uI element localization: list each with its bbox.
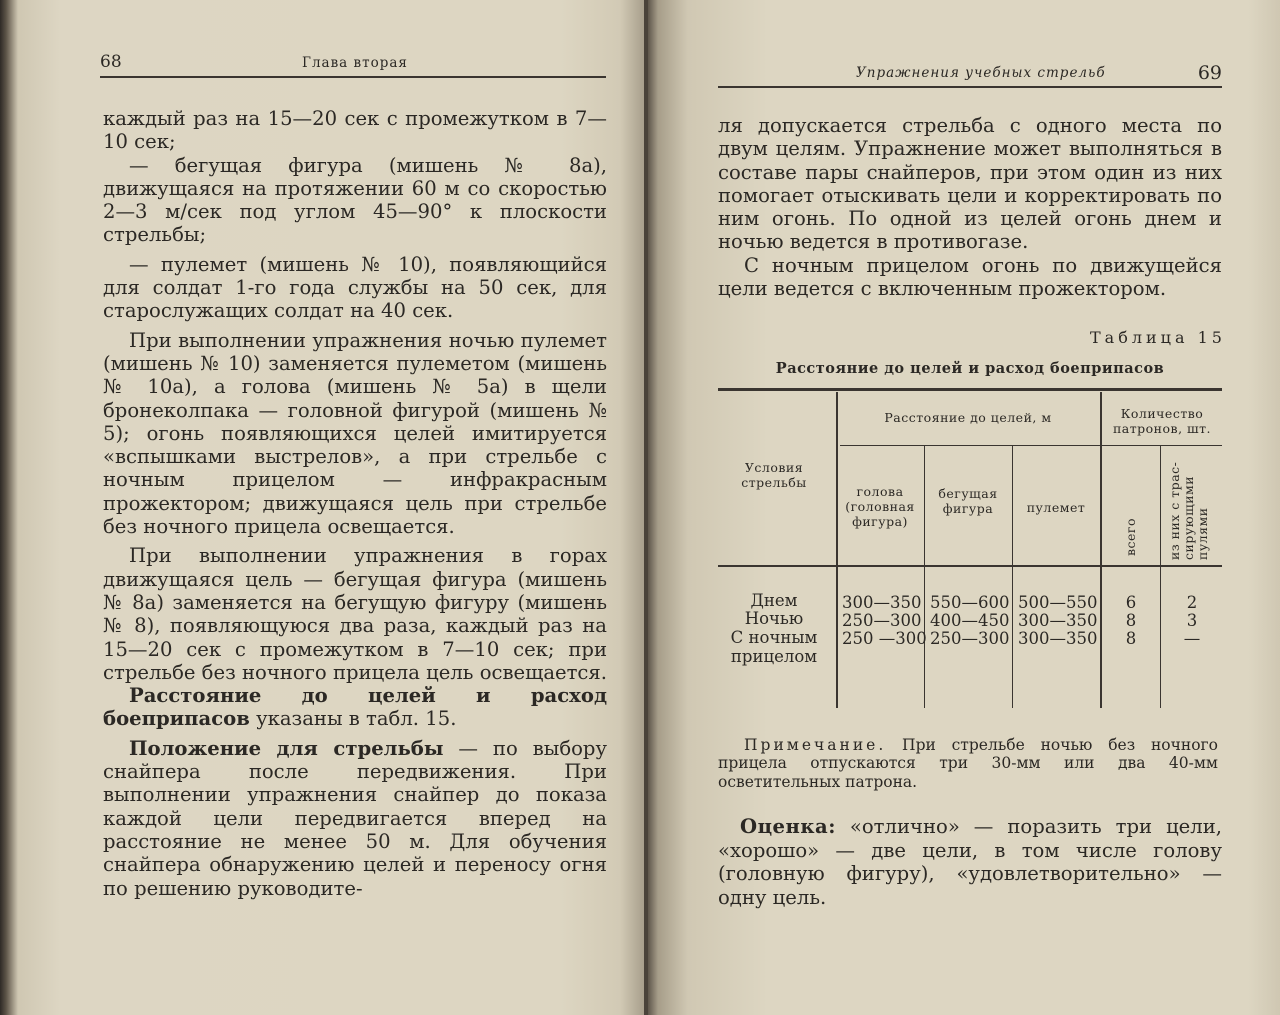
table-header-rule <box>718 565 1222 567</box>
row-2-condition: Ночью <box>744 609 804 628</box>
row-3-mg: 300—350 <box>1018 629 1098 648</box>
right-running-head <box>718 62 1222 88</box>
table-vline-5 <box>1160 446 1161 708</box>
row-2-mg: 300—350 <box>1018 611 1098 630</box>
header-distance: Расстояние до целей, м <box>884 410 1052 425</box>
right-page-number: 69 <box>1197 62 1222 84</box>
left-paragraph-2: — бегущая фигура (мишень № 8а), движущаяся на протяжении 60 м со скоростью 2—3 м/сек под углом 45—90° к плоскости стрельбы; <box>103 153 607 247</box>
right-body-text <box>718 114 1222 300</box>
left-paragraph-4: При выполнении упражнения ночью пулемет (мишень № 10) заменяется пулеметом (мишень № 10а), а голова (мишень № 5а) в щели бронеколпака — головной фигурой (мишень № 5); огонь появляющихся целей имитируется «вспышками выстрелов», а при стрельбе с ночным прицелом — инфракрасным прожектором; движущаяся цель при стрельбе без ночного прицела освещается. <box>103 328 607 539</box>
header-conditions: Условия стрельбы <box>741 460 807 490</box>
header-running-target: бегущая фигура <box>938 486 998 516</box>
row-1-total: 6 <box>1125 593 1137 612</box>
rating-paragraph <box>718 815 1222 909</box>
position-heading-rest: — по выбору снайпера после передвижения. При выполнении упражнения снайпер до показа каждой цели передвигается вперед на расстояние не менее 50 м. Для обучения снайпера обнаружению целей и переносу огня по решению руководите- <box>103 736 607 900</box>
left-paragraph-5: При выполнении упражнения в горах движущаяся цель — бегущая фигура (мишень № 8а) заменяется на бегущую фигуру (мишень № 8), появляющуюся два раза, каждый раз на 15—20 сек с промежутком в 7—10 сек; при стрельбе без ночного прицела цель освещается. <box>103 544 607 684</box>
left-paragraph-6 <box>103 684 607 731</box>
right-section-title: Упражнения учебных стрельб <box>856 65 1106 81</box>
row-1-condition: Днем <box>750 591 798 610</box>
table-number-label: Таблица 15 <box>1090 328 1226 347</box>
distance-heading: Расстояние до целей и расход боеприпасов <box>103 684 607 731</box>
row-1-running: 550—600 <box>930 593 1010 612</box>
position-heading: Положение для стрельбы <box>129 736 444 760</box>
distance-heading-rest: указаны в табл. 15. <box>249 707 457 731</box>
row-3-tracer: — <box>1183 629 1201 648</box>
row-3-head: 250 —300 <box>842 629 927 648</box>
header-head-target: голова (головная фигура) <box>845 484 915 529</box>
row-3-condition: С ночным прицелом <box>730 628 818 666</box>
table-vline-1 <box>836 392 838 708</box>
header-tracer: из них с трас- сирующими пулями <box>1167 461 1210 560</box>
row-2-head: 250—300 <box>842 611 922 630</box>
right-paragraph-1: ля допускается стрельба с одного места по двум целям. Упражнение может выполняться в составе пары снайперов, при этом один из них помогает отыскивать цели и корректировать по ним огонь. По одной из целей огонь днем и ночью ведется в противогазе. <box>718 114 1222 254</box>
ammo-table <box>718 388 1222 708</box>
table-caption: Расстояние до целей и расход боеприпасов <box>775 360 1165 377</box>
table-note <box>718 736 1218 791</box>
left-page-number: 68 <box>100 52 122 72</box>
row-2-tracer: 3 <box>1186 611 1198 630</box>
table-vline-3 <box>1012 446 1013 708</box>
row-2-running: 400—450 <box>930 611 1010 630</box>
header-machine-gun: пулемет <box>1026 500 1086 515</box>
row-2-total: 8 <box>1125 611 1137 630</box>
row-1-head: 300—350 <box>842 593 922 612</box>
rating-label: Оценка: <box>740 815 836 838</box>
note-text: При стрельбе ночью без ночного прицела отпускаются три 30-мм или два 40-мм осветительных патрона. <box>718 736 1218 791</box>
note-label: Примечание. <box>744 736 887 754</box>
row-1-tracer: 2 <box>1186 593 1198 612</box>
row-3-total: 8 <box>1125 629 1137 648</box>
rating-text: «отлично» — поразить три цели, «хорошо» — две цели, в том числе голову (головную фигуру), «удовлетворительно» — одну цель. <box>718 815 1222 909</box>
header-quantity: Количество патронов, шт. <box>1112 406 1212 436</box>
left-paragraph-3: — пулемет (мишень № 10), появляющийся для солдат 1-го года службы на 50 сек, для старослужащих солдат на 40 сек. <box>103 252 607 323</box>
row-1-mg: 500—550 <box>1018 593 1098 612</box>
table-vline-4 <box>1100 392 1102 708</box>
header-total: всего <box>1123 517 1138 556</box>
table-vline-2 <box>924 446 925 708</box>
right-paragraph-2: С ночным прицелом огонь по движущейся цели ведется с включенным прожектором. <box>718 253 1222 301</box>
left-chapter-title: Глава вторая <box>302 55 408 71</box>
left-running-head <box>100 52 606 78</box>
table-subheader-rule <box>840 445 1222 446</box>
left-paragraph-1: каждый раз на 15—20 сек с промежутком в 7—10 сек; <box>103 107 607 154</box>
left-paragraph-7 <box>103 737 607 900</box>
left-body-text <box>103 107 607 900</box>
row-3-running: 250—300 <box>930 629 1010 648</box>
table-top-rule <box>718 388 1222 391</box>
